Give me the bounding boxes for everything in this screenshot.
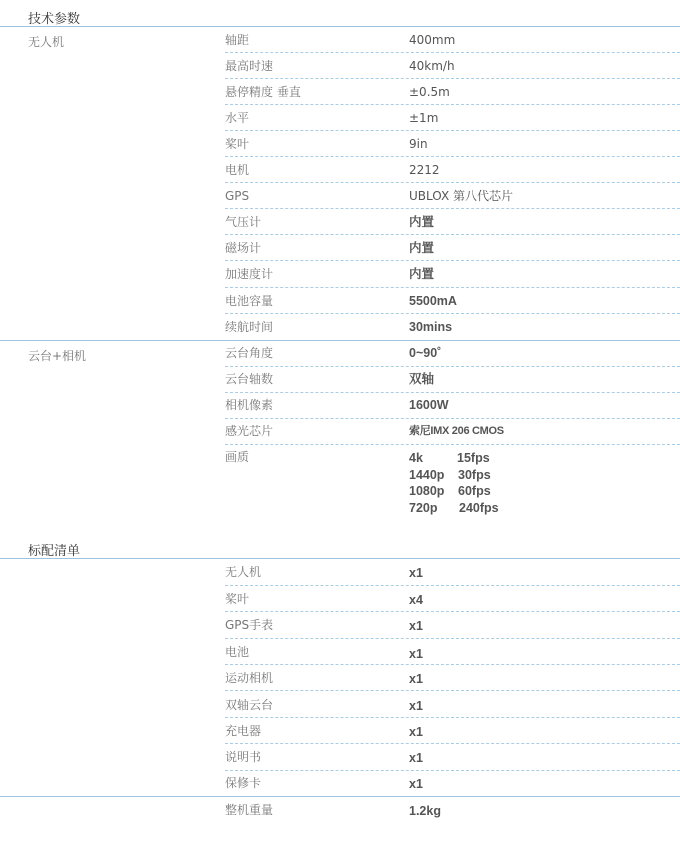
- row-separator: [225, 78, 680, 79]
- package-item: 双轴云台: [225, 698, 274, 712]
- group-label-gimbal-camera: 云台+相机: [28, 349, 87, 363]
- package-qty: x1: [409, 647, 423, 661]
- row-separator: [225, 287, 680, 288]
- package-item: 说明书: [225, 750, 262, 764]
- video-fps: 60fps: [458, 484, 491, 498]
- row-separator: [225, 208, 680, 209]
- row-separator: [225, 260, 680, 261]
- row-separator: [225, 104, 680, 105]
- row-separator: [225, 743, 680, 744]
- package-item: GPS手表: [225, 618, 274, 632]
- spec-key: 加速度计: [225, 267, 274, 281]
- spec-value: 内置: [409, 215, 435, 229]
- package-item: 充电器: [225, 724, 262, 738]
- package-qty: x1: [409, 619, 423, 633]
- video-resolution: 720p: [409, 501, 438, 515]
- spec-value: 0~90˚: [409, 346, 442, 360]
- spec-value: 30mins: [409, 320, 453, 334]
- row-separator: [225, 770, 680, 771]
- spec-key: 悬停精度 垂直: [225, 85, 301, 99]
- spec-key: 桨叶: [225, 137, 250, 151]
- row-separator: [225, 392, 680, 393]
- specs-title: 技术参数: [28, 12, 81, 27]
- video-resolution: 1080p: [409, 484, 445, 498]
- total-weight-label: 整机重量: [225, 803, 274, 817]
- spec-value: 40km/h: [409, 59, 455, 73]
- row-separator: [225, 313, 680, 314]
- group-label-drone: 无人机: [28, 35, 65, 49]
- row-separator: [225, 611, 680, 612]
- package-item: 保修卡: [225, 776, 262, 790]
- specs-title-rule: [0, 26, 680, 27]
- row-separator: [225, 156, 680, 157]
- package-qty: x1: [409, 751, 423, 765]
- row-separator: [225, 52, 680, 53]
- package-qty: x1: [409, 672, 423, 686]
- spec-value: 1600W: [409, 398, 449, 412]
- package-qty: x1: [409, 725, 423, 739]
- row-separator: [225, 130, 680, 131]
- spec-key: 电池容量: [225, 294, 274, 308]
- total-weight-value: 1.2kg: [409, 804, 441, 818]
- spec-key: 画质: [225, 450, 250, 464]
- video-fps: 30fps: [458, 468, 491, 482]
- video-fps: 240fps: [459, 501, 499, 515]
- spec-key: 云台轴数: [225, 372, 274, 386]
- package-title-rule: [0, 558, 680, 559]
- spec-key: 云台角度: [225, 346, 274, 360]
- spec-value: 内置: [409, 267, 435, 281]
- spec-value: 5500mA: [409, 294, 457, 308]
- spec-value: 内置: [409, 241, 435, 255]
- row-separator: [225, 717, 680, 718]
- package-qty: x4: [409, 593, 423, 607]
- package-item: 桨叶: [225, 592, 250, 606]
- package-qty: x1: [409, 777, 423, 791]
- spec-value: 9in: [409, 137, 428, 151]
- spec-value: ±1m: [409, 111, 439, 125]
- row-separator: [225, 638, 680, 639]
- spec-key: 轴距: [225, 33, 250, 47]
- spec-key: 续航时间: [225, 320, 274, 334]
- package-divider: [0, 796, 680, 797]
- package-qty: x1: [409, 566, 423, 580]
- spec-key: 感光芯片: [225, 424, 274, 438]
- group-divider: [0, 340, 680, 341]
- row-separator: [225, 366, 680, 367]
- video-resolution: 1440p: [409, 468, 445, 482]
- spec-key: 最高时速: [225, 59, 274, 73]
- video-resolution: 4k: [409, 451, 423, 465]
- package-item: 电池: [225, 645, 250, 659]
- spec-value: UBLOX 第八代芯片: [409, 189, 513, 203]
- spec-key: GPS: [225, 189, 250, 203]
- package-qty: x1: [409, 699, 423, 713]
- spec-key: 磁场计: [225, 241, 262, 255]
- row-separator: [225, 444, 680, 445]
- row-separator: [225, 690, 680, 691]
- spec-value: 400mm: [409, 33, 456, 47]
- row-separator: [225, 234, 680, 235]
- video-fps: 15fps: [457, 451, 490, 465]
- package-item: 无人机: [225, 565, 262, 579]
- spec-key: 气压计: [225, 215, 262, 229]
- package-item: 运动相机: [225, 671, 274, 685]
- row-separator: [225, 585, 680, 586]
- row-separator: [225, 182, 680, 183]
- spec-key: 电机: [225, 163, 250, 177]
- spec-key: 水平: [225, 111, 250, 125]
- package-title: 标配清单: [28, 544, 81, 559]
- spec-value: ±0.5m: [409, 85, 450, 99]
- spec-value: 双轴: [409, 372, 435, 386]
- spec-key: 相机像素: [225, 398, 274, 412]
- row-separator: [225, 418, 680, 419]
- row-separator: [225, 664, 680, 665]
- spec-value: 2212: [409, 163, 440, 177]
- spec-value: 索尼IMX 206 CMOS: [409, 425, 504, 437]
